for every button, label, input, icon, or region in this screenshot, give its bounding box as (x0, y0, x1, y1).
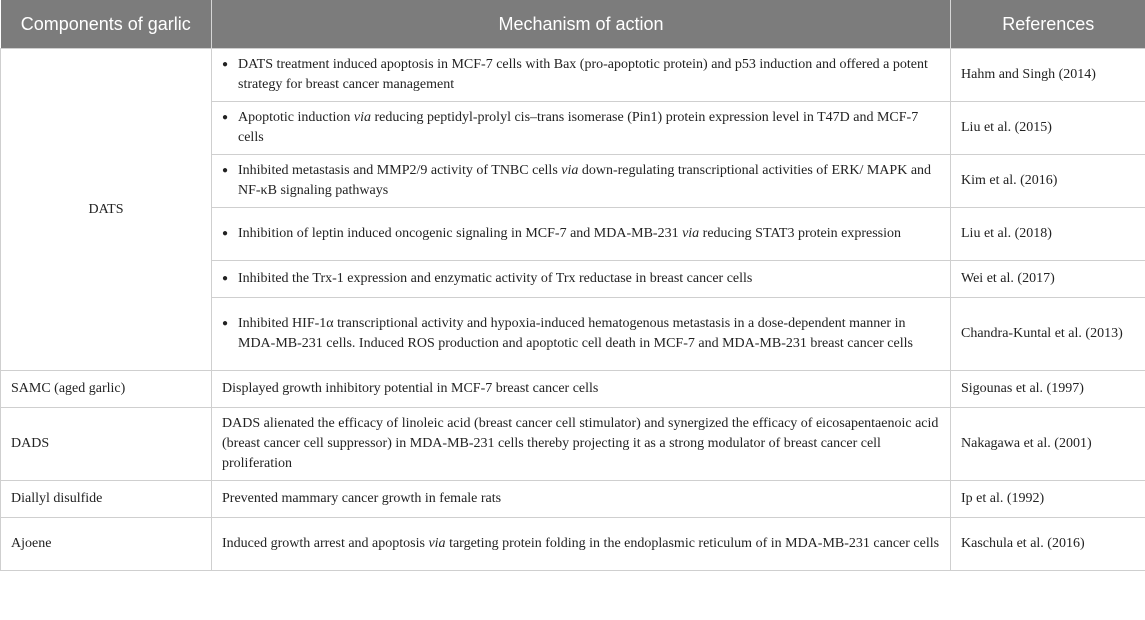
component-cell: DATS (1, 49, 212, 371)
bullet-icon: ● (222, 273, 229, 284)
mechanism-cell: ● Inhibited the Trx-1 expression and enzymatic activity of Trx reductase in breast cancer cells (212, 261, 951, 298)
component-cell: SAMC (aged garlic) (1, 371, 212, 408)
component-cell: Diallyl disulfide (1, 481, 212, 518)
reference-cell: Kim et al. (2016) (951, 155, 1145, 208)
table-row (1, 371, 1145, 408)
reference-cell: Liu et al. (2015) (951, 102, 1145, 155)
mechanism-cell: Induced growth arrest and apoptosis via targeting protein folding in the endoplasmic reticulum of in MDA-MB-231 cancer cells (212, 518, 951, 571)
component-cell: Ajoene (1, 518, 212, 571)
table-row (1, 408, 1145, 481)
reference-cell: Nakagawa et al. (2001) (951, 408, 1145, 481)
mechanism-cell: DADS alienated the efficacy of linoleic acid (breast cancer cell stimulator) and synergized the efficacy of eicosapentaenoic acid (breast cancer cell suppressor) in MDA-MB-231 cells thereby projecting it as a strong modulator of breast cancer cell proliferation (212, 408, 951, 481)
table-row (1, 481, 1145, 518)
bullet-icon: ● (222, 165, 229, 176)
reference-cell: Wei et al. (2017) (951, 261, 1145, 298)
header-mechanism: Mechanism of action (212, 0, 951, 49)
reference-cell: Hahm and Singh (2014) (951, 49, 1145, 102)
header-components: Components of garlic (1, 0, 212, 49)
bullet-icon: ● (222, 112, 229, 123)
mechanism-cell: Displayed growth inhibitory potential in MCF-7 breast cancer cells (212, 371, 951, 408)
mechanism-cell: ● Apoptotic induction via reducing peptidyl-prolyl cis–trans isomerase (Pin1) protein expression level in T47D and MCF-7 cells (212, 102, 951, 155)
bullet-icon: ● (222, 59, 229, 70)
bullet-icon: ● (222, 318, 229, 329)
bullet-icon: ● (222, 228, 229, 239)
reference-cell: Kaschula et al. (2016) (951, 518, 1145, 571)
mechanism-cell: ● Inhibited HIF-1α transcriptional activity and hypoxia-induced hematogenous metastasis in a dose-dependent manner in MDA-MB-231 cells. Induced ROS production and apoptotic cell death in MCF-7 and MDA-MB-231 breast cancer cells (212, 298, 951, 371)
mechanism-cell: ● DATS treatment induced apoptosis in MCF-7 cells with Bax (pro-apoptotic protein) and p53 induction and offered a potent strategy for breast cancer management (212, 49, 951, 102)
mechanism-cell: ● Inhibited metastasis and MMP2/9 activity of TNBC cells via down-regulating transcriptional activities of ERK/ MAPK and NF-κB signaling pathways (212, 155, 951, 208)
header-references: References (951, 0, 1145, 49)
component-cell: DADS (1, 408, 212, 481)
reference-cell: Ip et al. (1992) (951, 481, 1145, 518)
header-row (1, 0, 1145, 49)
mechanism-cell: Prevented mammary cancer growth in female rats (212, 481, 951, 518)
table-row (1, 518, 1145, 571)
reference-cell: Chandra-Kuntal et al. (2013) (951, 298, 1145, 371)
mechanism-cell: ● Inhibition of leptin induced oncogenic signaling in MCF-7 and MDA-MB-231 via reducing STAT3 protein expression (212, 208, 951, 261)
reference-cell: Liu et al. (2018) (951, 208, 1145, 261)
reference-cell: Sigounas et al. (1997) (951, 371, 1145, 408)
table-row (1, 49, 1145, 102)
